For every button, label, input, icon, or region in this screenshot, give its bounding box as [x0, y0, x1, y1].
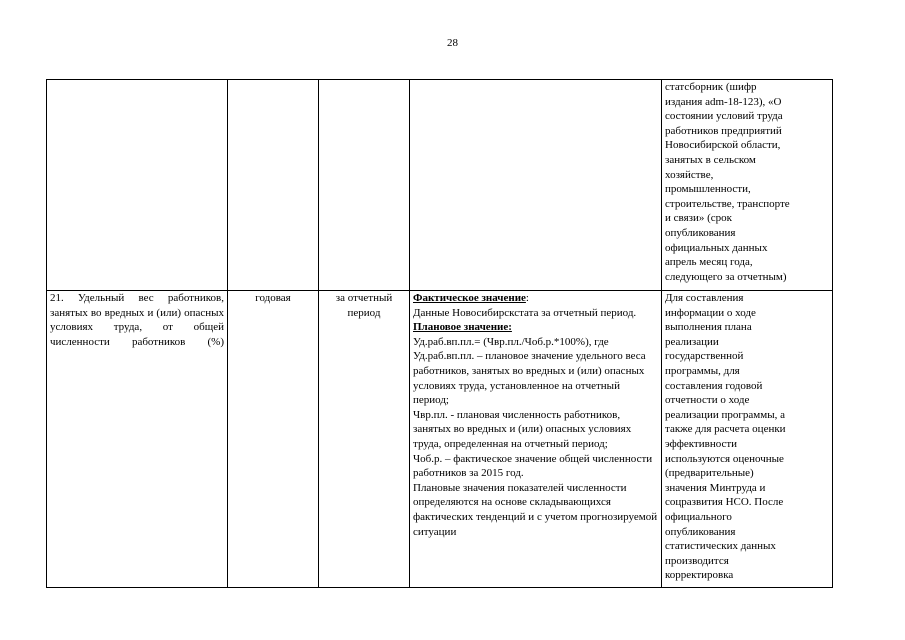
indicator-cell [47, 291, 228, 588]
period-cell [319, 291, 410, 588]
source-line: программы, для [665, 364, 740, 377]
plan-heading: Плановое значение: [413, 321, 512, 334]
source-line: также для расчета оценки [665, 423, 786, 436]
source-line: работников предприятий [665, 124, 782, 137]
indicator-cell [47, 80, 228, 291]
source-line: выполнения плана [665, 321, 752, 334]
definition-1: Уд.раб.вп.пл. – плановое значение удельного веса работников, занятых во вредных и (или) опасных условиях труда, установленное на отчетный период; [413, 350, 646, 407]
source-line: реализации [665, 335, 719, 348]
source-line: состоянии условий труда [665, 110, 783, 123]
table-row-21 [47, 291, 833, 588]
source-line: Новосибирской области, [665, 139, 781, 152]
source-line: официальных данных [665, 241, 768, 254]
actual-colon: : [525, 292, 529, 304]
source-line: статсборник (шифр [665, 81, 757, 93]
page-number: 28 [447, 37, 458, 49]
source-line: (предварительные) [665, 467, 754, 480]
source-cell [662, 291, 833, 588]
source-line: официального [665, 510, 732, 523]
periodicity-text: годовая [255, 292, 291, 304]
actual-text: Данные Новосибирскстата за отчетный период. [413, 306, 637, 319]
definition-2: Чвр.пл. - плановая численность работников, занятых во вредных и (или) опасных условиях труда, определенная на отчетный период; [413, 408, 632, 450]
source-line: Для составления [665, 292, 744, 304]
method-cell [410, 80, 662, 291]
source-line: корректировка [665, 569, 734, 582]
source-line: производится [665, 554, 729, 567]
source-line: опубликования [665, 226, 736, 239]
source-line: опубликования [665, 525, 736, 538]
source-line: следующего за отчетным) [665, 270, 787, 283]
source-line: строительстве, транспорте [665, 197, 790, 210]
indicator-text: 21. Удельный вес работников, занятых во вредных и (или) опасных условиях труда, от общей численности работников (%) [50, 292, 224, 348]
periodicity-cell [228, 291, 319, 588]
actual-heading: Фактическое значение [413, 292, 526, 304]
method-cell [410, 291, 662, 588]
period-cell [319, 80, 410, 291]
periodicity-cell [228, 80, 319, 291]
source-line: реализации программы, а [665, 408, 785, 421]
source-line: занятых в сельском [665, 153, 756, 166]
source-line: издания adm-18-123), «О [665, 95, 782, 108]
source-line: промышленности, [665, 183, 751, 196]
source-line: информации о ходе [665, 306, 756, 319]
source-line: эффективности [665, 437, 738, 450]
source-line: государственной [665, 350, 744, 363]
actual-value-block [413, 291, 658, 306]
source-line: статистических данных [665, 540, 776, 553]
source-line: используются оценочные [665, 452, 784, 465]
source-line: значения Минтруда и [665, 481, 766, 494]
source-cell [662, 80, 833, 291]
source-line: апрель месяц года, [665, 256, 753, 269]
indicators-table [46, 79, 833, 588]
source-line: отчетности о ходе [665, 394, 750, 407]
source-line: соцразвития НСО. После [665, 496, 784, 509]
source-line: составления годовой [665, 379, 763, 392]
source-line: хозяйстве, [665, 168, 714, 181]
method-note: Плановые значения показателей численности определяются на основе складывающихся фактических тенденций и с учетом прогнозируемой ситуации [413, 481, 658, 538]
source-line: и связи» (срок [665, 212, 732, 225]
definition-3: Чоб.р. – фактическое значение общей численности работников за 2015 год. [413, 452, 653, 480]
period-text: за отчетный период [335, 292, 393, 319]
table-row-continuation [47, 80, 833, 291]
formula: Уд.раб.вп.пл.= (Чвр.пл./Чоб.р.*100%), где [413, 335, 609, 348]
